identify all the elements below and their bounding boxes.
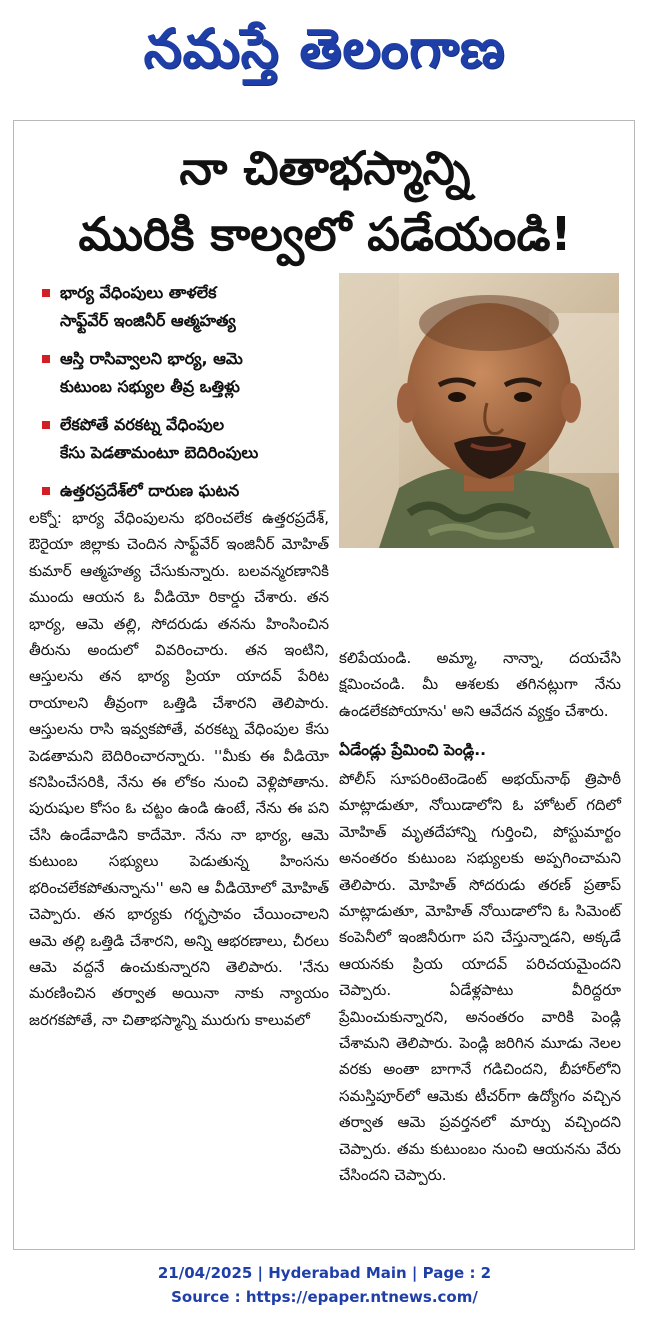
headline-line-1: నా చితాభస్మాన్ని	[179, 141, 471, 195]
headline-line-2: మురికి కాల్వలో పడేయండి!	[78, 207, 572, 261]
highlight-item	[42, 477, 342, 505]
highlight-item	[42, 411, 342, 467]
article-body-right-top: కలిపేయండి. అమ్మా, నాన్నా, దయచేసి క్షమించండి. మీ ఆశలకు తగినట్లుగా నేను ఉండలేకపోయాను' అని ఆవేదన వ్యక్తం చేశారు.	[339, 649, 621, 720]
bullet-square-icon	[42, 421, 50, 429]
highlight-text: భార్య వేధింపులు తాళలేక సాఫ్ట్‌వేర్ ఇంజినీర్ ఆత్మహత్య	[60, 283, 236, 330]
highlights-list	[42, 279, 342, 515]
highlight-text: ఉత్తరప్రదేశ్‌లో దారుణ ఘటన	[60, 481, 240, 500]
newspaper-logo: నమస్తే తెలంగాణ	[143, 16, 506, 80]
edition-info: 21/04/2025 | Hyderabad Main | Page : 2	[157, 1264, 492, 1282]
article-body-left: లక్నో: భార్య వేధింపులను భరించలేక ఉత్తరప్రదేశ్, ఔరైయా జిల్లాకు చెందిన సాఫ్ట్‌వేర్ ఇంజినీర్ మోహిత్ కుమార్ ఆత్మహత్య చేసుకున్నారు. బలవన్మరణానికి ముందు ఆయన ఓ వీడియో రికార్డు చేశారు. తన భార్య, ఆమె తల్లి, సోదరుడు తనను హింసించిన తీరును అందులో వివరించారు. తన ఇంటిని, ఆస్తులను తన భార్య ప్రియా యాదవ్ పేరిట రాయాలని తీవ్రంగా ఒత్తిడి చేశారని తెలిపారు. ఆస్తులను రాసి ఇవ్వకపోతే, వరకట్న వేధింపుల కేసు పెడతామని బెదిరించారన్నారు. ''మీకు ఈ వీడియో కనిపించేసరికి, నేను ఈ లోకం నుంచి వెళ్లిపోతాను. పురుషుల కోసం ఓ చట్టం ఉండి ఉంటే, నేను ఈ పని చేసి ఉండేవాడిని కాదేమో. నేను నా భార్య, ఆమె కుటుంబ సభ్యులు పెడుతున్న హింసను భరించలేకపోతున్నాను'' అని ఆ వీడియోలో మోహిత్ చెప్పారు. తన భార్యకు గర్భస్రావం చేయించాలని ఆమె తల్లి ఒత్తిడి చేశారని, అన్ని ఆభరణాలు, చీరలు ఆమె వద్దనే ఉంచుకున్నారని తెలిపారు. 'నేను మరణించిన తర్వాత అయినా నాకు న్యాయం జరగకపోతే, నా చితాభస్మాన్ని మురుగు కాలువలో	[29, 509, 329, 1029]
article-body-right-bottom: పోలీస్ సూపరింటెండెంట్ అభయ్‌నాథ్ త్రిపాఠీ మాట్లాడుతూ, నోయిడాలోని ఓ హోటల్ గదిలో మోహిత్ మృతదేహాన్ని గుర్తించి, పోస్టుమార్టం అనంతరం కుటుంబ సభ్యులకు అప్పగించామని తెలిపారు. మోహిత్ సోదరుడు తరణ్ ప్రతాప్ మాట్లాడుతూ, మోహిత్ నోయిడాలోని ఓ సిమెంట్ కంపెనీలో ఇంజినీరుగా పని చేస్తున్నాడని, అక్కడే ఆయనకు ప్రియ యాదవ్ పరిచయమైందని చెప్పారు. ఏడేళ్లపాటు వీరిద్దరూ ప్రేమించుకున్నారని, అనంతరం వారికి పెండ్లి చేశామని తెలిపారు. పెండ్లి జరిగిన మూడు నెలల వరకు అంతా బాగానే గడిచిందని, బీహార్‌లోని సమస్తిపూర్‌లో ఆమెకు టీచర్‌గా ఉద్యోగం వచ్చిన తర్వాత ఆమె ప్రవర్తనలో మార్పు వచ్చిందని చెప్పారు. తమ కుటుంబం నుంచి ఆయనను వేరు చేసిందని చెప్పారు.	[339, 770, 621, 1185]
highlight-item	[42, 279, 342, 335]
source-link[interactable]: Source : https://epaper.ntnews.com/	[171, 1288, 478, 1306]
highlight-item	[42, 345, 342, 401]
highlight-text: ఆస్తి రాసివ్వాలని భార్య, ఆమె కుటుంబ సభ్యుల తీవ్ర ఒత్తిళ్లు	[60, 349, 243, 396]
article-subheading: ఏడేండ్లు ప్రేమించి పెండ్లి..	[339, 741, 487, 759]
highlight-text: లేకపోతే వరకట్న వేధింపుల కేసు పెడతామంటూ బెదిరింపులు	[60, 415, 259, 462]
bullet-square-icon	[42, 355, 50, 363]
bullet-square-icon	[42, 487, 50, 495]
bullet-square-icon	[42, 289, 50, 297]
man-portrait-icon	[339, 273, 619, 548]
portrait-photo	[339, 273, 619, 548]
masthead	[0, 0, 649, 110]
article-clipping	[13, 120, 635, 1250]
